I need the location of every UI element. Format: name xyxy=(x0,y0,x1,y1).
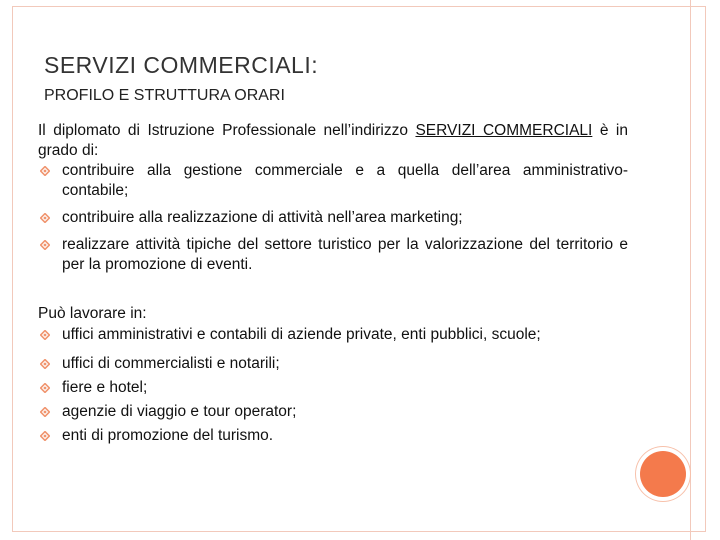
slide-content xyxy=(38,121,628,446)
bullet-icon xyxy=(40,330,50,340)
workplaces-list xyxy=(38,325,628,446)
list-item-text: fiere e hotel; xyxy=(62,379,148,396)
capabilities-list xyxy=(38,161,628,275)
intro-paragraph xyxy=(38,121,628,161)
decorative-circle xyxy=(640,451,686,497)
bullet-icon xyxy=(40,407,50,417)
list-item-text: uffici amministrativi e contabili di aziende private, enti pubblici, scuole; xyxy=(62,326,541,343)
list-item xyxy=(38,235,628,275)
bullet-icon xyxy=(40,383,50,393)
bullet-icon xyxy=(40,166,50,176)
list-item-text: uffici di commercialisti e notarili; xyxy=(62,355,280,372)
list-item-text: contribuire alla gestione commerciale e a quella dell’area amministrativo-contabile; xyxy=(62,162,628,199)
work-section xyxy=(38,304,628,446)
work-heading: Può lavorare in: xyxy=(38,305,147,322)
intro-suffix: è in grado di: xyxy=(38,122,628,159)
list-item-text: agenzie di viaggio e tour operator; xyxy=(62,403,297,420)
decorative-vertical-line xyxy=(690,0,691,540)
list-item xyxy=(38,354,628,374)
intro-prefix: Il diplomato di Istruzione Professionale nell’indirizzo xyxy=(38,122,408,139)
bullet-icon xyxy=(40,359,50,369)
slide-title: SERVIZI COMMERCIALI: xyxy=(44,52,319,78)
list-item xyxy=(38,402,628,422)
list-item xyxy=(38,378,628,398)
bullet-icon xyxy=(40,431,50,441)
list-item xyxy=(38,426,628,446)
list-item-text: contribuire alla realizzazione di attività nell’area marketing; xyxy=(62,209,463,226)
list-item xyxy=(38,325,628,345)
list-item-text: enti di promozione del turismo. xyxy=(62,427,274,444)
list-item xyxy=(38,208,628,228)
intro-underlined: SERVIZI COMMERCIALI xyxy=(415,122,593,139)
slide-subtitle: PROFILO E STRUTTURA ORARI xyxy=(44,87,285,104)
bullet-icon xyxy=(40,213,50,223)
list-item xyxy=(38,161,628,201)
bullet-icon xyxy=(40,240,50,250)
list-item-text: realizzare attività tipiche del settore turistico per la valorizzazione del territorio e per la promozione di eventi. xyxy=(62,236,628,273)
